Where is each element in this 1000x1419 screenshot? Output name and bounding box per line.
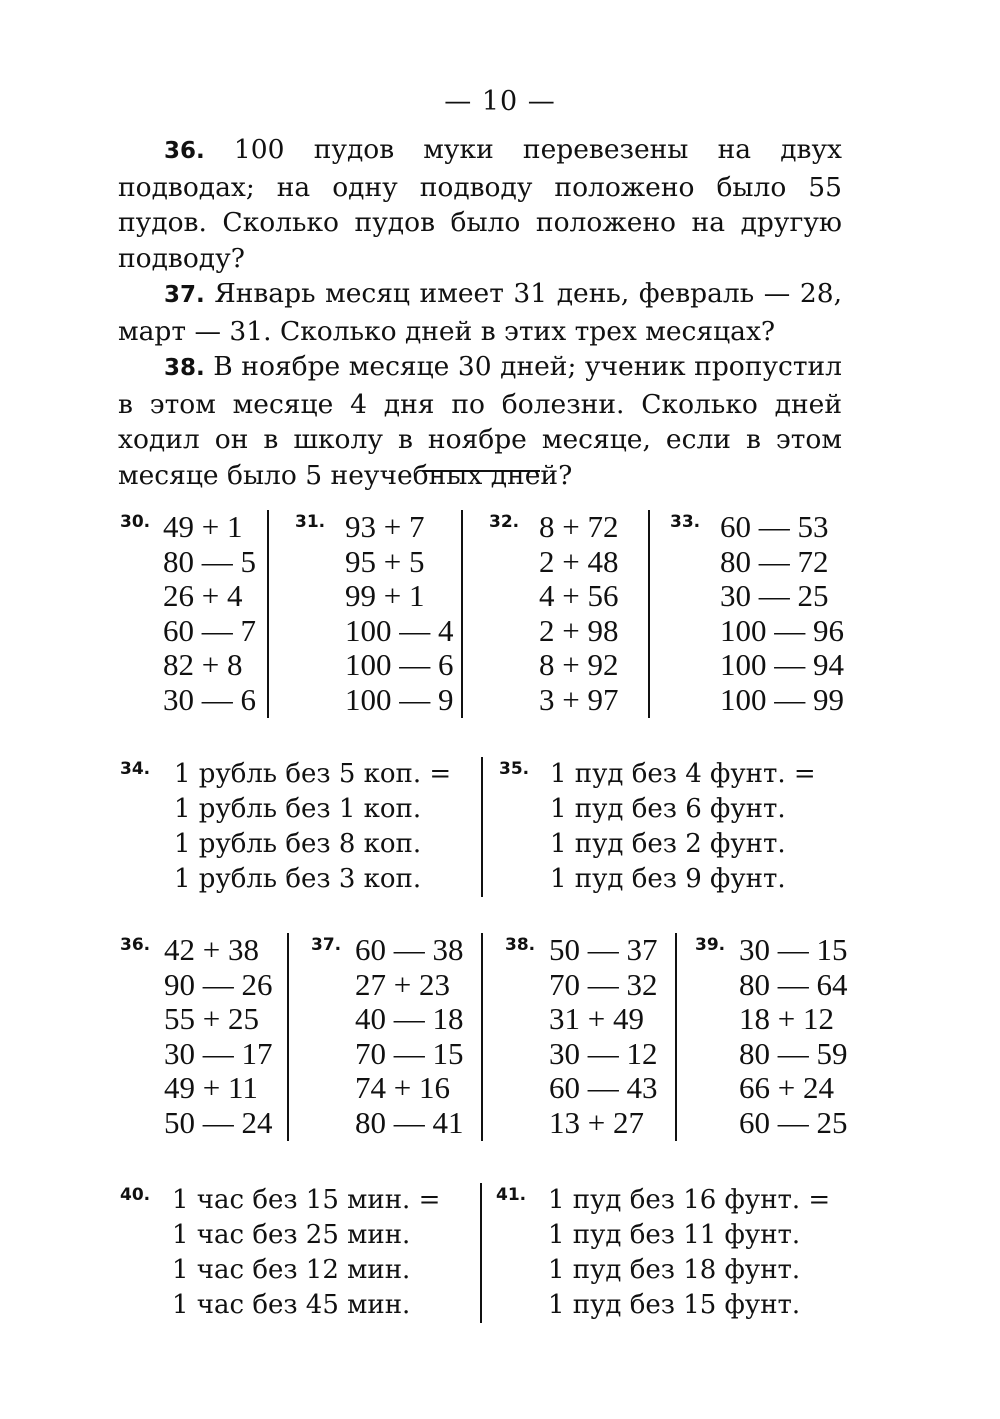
exercise-lines [539, 510, 648, 718]
problem-text: Январь месяц имеет 31 день, февраль — 28, март — 31. Сколько дней в этих трех месяцах? [118, 278, 842, 347]
exercise-lines [548, 1183, 852, 1323]
exercise-line: 1 пуд без 18 фунт. [548, 1255, 801, 1285]
exercise-line: 80 — 5 [163, 543, 256, 579]
exercise-line: 18 + 12 [739, 1001, 834, 1037]
exercise-number: 38. [505, 935, 536, 955]
exercise-line: 2 + 48 [539, 543, 619, 579]
exercise-line: 1 пуд без 15 фунт. [548, 1290, 801, 1320]
exercise-row-1 [110, 510, 850, 718]
exercise-line: 1 пуд без 16 фунт. = [548, 1185, 831, 1215]
exercise-line: 99 + 1 [345, 578, 425, 614]
section-divider [422, 470, 540, 472]
word-problem [118, 132, 842, 276]
exercise-line: 1 пуд без 4 фунт. = [550, 759, 816, 789]
exercise-line: 60 — 53 [720, 509, 829, 544]
problem-text: В ноябре месяце 30 дней; ученик пропустил в этом месяце 4 дня по болезни. Сколько дней ходил он в школу в ноябре месяце, если в этом месяце было 5 неучебных дней? [118, 351, 842, 491]
exercise-lines [174, 757, 481, 897]
exercise-line: 70 — 15 [355, 1035, 464, 1071]
exercise-line: 4 + 56 [539, 578, 619, 614]
exercise-number: 30. [120, 512, 151, 532]
exercise-line: 95 + 5 [345, 543, 425, 579]
exercise-line: 100 — 6 [345, 647, 454, 683]
exercise-line: 100 — 4 [345, 612, 454, 648]
exercise-line: 1 пуд без 2 фунт. [550, 829, 786, 859]
exercise-line: 1 рубль без 8 коп. [174, 829, 422, 859]
exercise-35 [483, 757, 853, 897]
exercise-line: 1 час без 15 мин. = [172, 1185, 441, 1215]
exercise-number: 39. [695, 935, 726, 955]
exercise-number: 33. [670, 512, 701, 532]
exercise-lines [550, 757, 853, 897]
exercise-line: 31 + 49 [549, 1001, 644, 1037]
exercise-line: 27 + 23 [355, 966, 450, 1002]
exercise-row-3 [110, 933, 857, 1141]
exercise-line: 100 — 99 [720, 681, 844, 717]
exercise-line: 66 + 24 [739, 1070, 834, 1106]
exercise-lines [720, 510, 850, 718]
exercise-line: 60 — 7 [163, 612, 256, 648]
exercise-line: 30 — 25 [720, 578, 829, 614]
exercise-line: 90 — 26 [164, 966, 273, 1002]
exercise-line: 50 — 37 [549, 932, 658, 967]
page-number: — 10 — [444, 86, 556, 117]
exercise-lines [164, 933, 287, 1141]
problem-number: 36. [164, 138, 205, 164]
exercise-line: 70 — 32 [549, 966, 658, 1002]
exercise-line: 80 — 72 [720, 543, 829, 579]
exercise-lines [549, 933, 675, 1141]
exercise-line: 30 — 12 [549, 1035, 658, 1071]
problem-text: 100 пудов муки перевезены на двух подводах; на одну подводу положено было 55 пудов. Сколько пудов было положено на другую подводу? [118, 134, 842, 274]
exercise-36 [110, 933, 289, 1141]
exercise-line: 100 — 9 [345, 681, 454, 717]
word-problems [118, 132, 842, 493]
exercise-row-4 [110, 1183, 852, 1323]
exercise-40 [110, 1183, 482, 1323]
exercise-line: 100 — 94 [720, 647, 844, 683]
exercise-line: 1 час без 25 мин. [172, 1220, 411, 1250]
exercise-line: 42 + 38 [164, 932, 259, 967]
exercise-32 [463, 510, 650, 718]
exercise-line: 26 + 4 [163, 578, 243, 614]
exercise-line: 1 пуд без 6 фунт. [550, 794, 786, 824]
exercise-30 [110, 510, 269, 718]
exercise-line: 1 час без 12 мин. [172, 1255, 411, 1285]
exercise-number: 37. [311, 935, 342, 955]
exercise-line: 30 — 17 [164, 1035, 273, 1071]
exercise-line: 30 — 15 [739, 932, 848, 967]
exercise-number: 40. [120, 1185, 151, 1205]
exercise-39 [677, 933, 857, 1141]
exercise-line: 2 + 98 [539, 612, 619, 648]
exercise-line: 30 — 6 [163, 681, 256, 717]
exercise-lines [163, 510, 267, 718]
exercise-number: 34. [120, 759, 151, 779]
exercise-number: 36. [120, 935, 151, 955]
exercise-41 [482, 1183, 852, 1323]
exercise-line: 1 рубль без 5 коп. = [174, 759, 452, 789]
exercise-line: 3 + 97 [539, 681, 619, 717]
exercise-31 [269, 510, 463, 718]
exercise-line: 60 — 43 [549, 1070, 658, 1106]
exercise-line: 49 + 11 [164, 1070, 258, 1106]
exercise-lines [739, 933, 857, 1141]
exercise-line: 60 — 25 [739, 1104, 848, 1140]
exercise-lines [345, 510, 461, 718]
problem-number: 37. [164, 282, 205, 308]
problem-number: 38. [164, 355, 205, 381]
exercise-line: 80 — 64 [739, 966, 848, 1002]
exercise-lines [355, 933, 481, 1141]
exercise-34 [110, 757, 483, 897]
exercise-number: 41. [496, 1185, 527, 1205]
exercise-line: 8 + 92 [539, 647, 619, 683]
exercise-line: 1 рубль без 1 коп. [174, 794, 422, 824]
exercise-line: 13 + 27 [549, 1104, 644, 1140]
exercise-line: 49 + 1 [163, 509, 243, 544]
exercise-number: 32. [489, 512, 520, 532]
exercise-line: 1 час без 45 мин. [172, 1290, 411, 1320]
exercise-line: 1 рубль без 3 коп. [174, 864, 422, 894]
exercise-line: 80 — 59 [739, 1035, 848, 1071]
exercise-line: 55 + 25 [164, 1001, 259, 1037]
exercise-line: 60 — 38 [355, 932, 464, 967]
exercise-row-2 [110, 757, 853, 897]
exercise-line: 40 — 18 [355, 1001, 464, 1037]
word-problem [118, 276, 842, 349]
exercise-38 [483, 933, 677, 1141]
exercise-line: 80 — 41 [355, 1104, 464, 1140]
exercise-number: 31. [295, 512, 326, 532]
exercise-lines [172, 1183, 480, 1323]
exercise-line: 100 — 96 [720, 612, 844, 648]
exercise-line: 82 + 8 [163, 647, 243, 683]
exercise-33 [650, 510, 850, 718]
exercise-line: 8 + 72 [539, 509, 619, 544]
exercise-line: 93 + 7 [345, 509, 425, 544]
exercise-line: 1 пуд без 11 фунт. [548, 1220, 801, 1250]
exercise-line: 74 + 16 [355, 1070, 450, 1106]
exercise-37 [289, 933, 483, 1141]
exercise-number: 35. [499, 759, 530, 779]
exercise-line: 50 — 24 [164, 1104, 273, 1140]
exercise-line: 1 пуд без 9 фунт. [550, 864, 786, 894]
